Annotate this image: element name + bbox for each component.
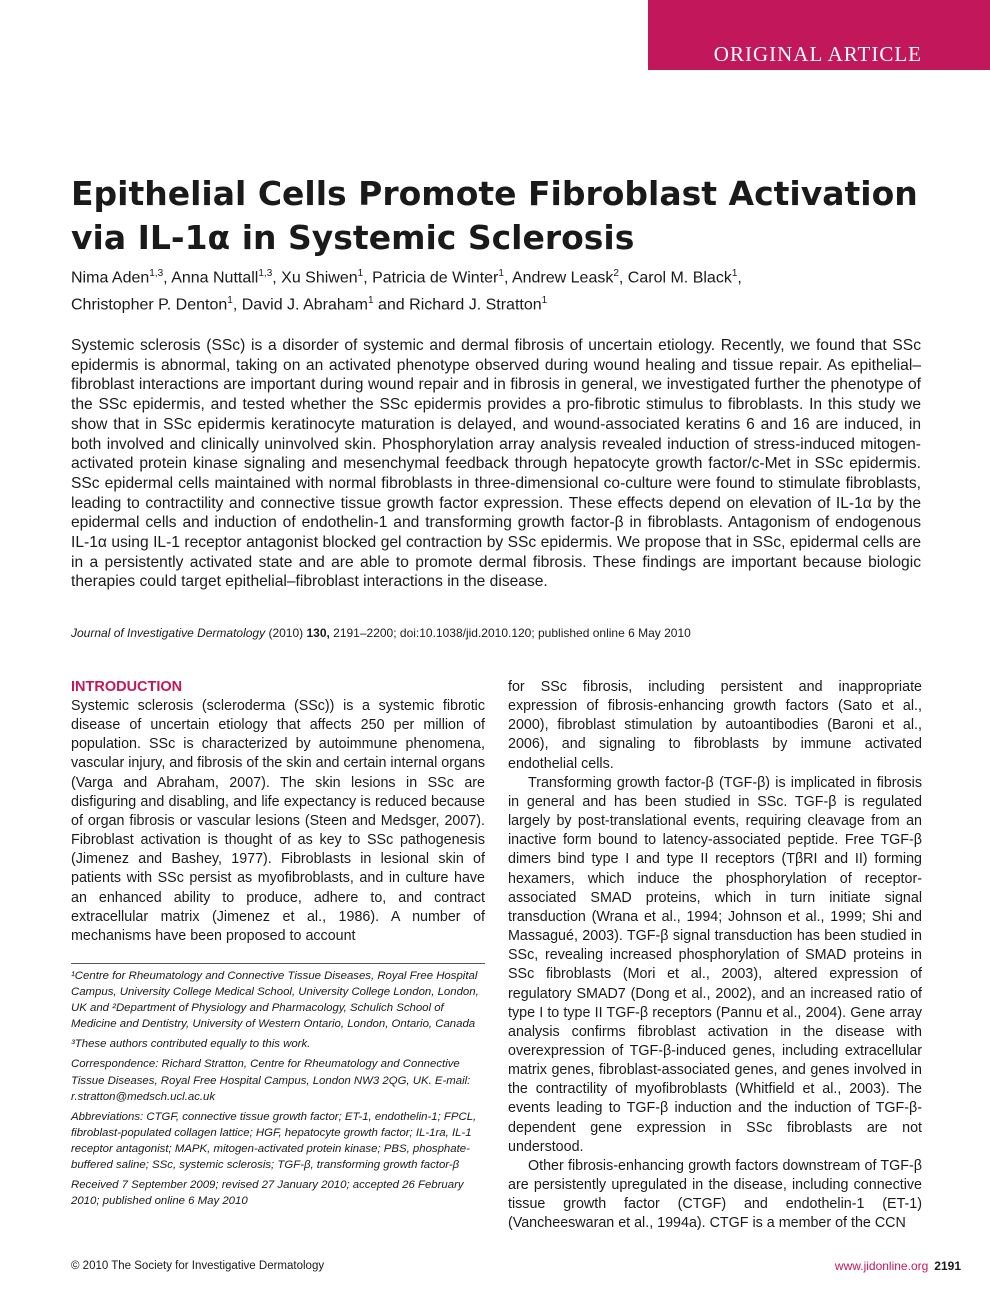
footnotes (71, 968, 485, 1213)
citation-volume: 130, (306, 626, 330, 640)
author-affiliation-marker: 1 (541, 295, 548, 307)
journal-website-link[interactable]: www.jidonline.org (834, 1259, 929, 1273)
author-name: Anna Nuttall (171, 269, 259, 287)
author-affiliation-marker: 1 (731, 268, 738, 279)
author-name: Carol M. Black (627, 269, 732, 287)
footer-right (835, 1259, 961, 1273)
author-name: Christopher P. Denton (71, 296, 228, 314)
copyright-notice: © 2010 The Society for Investigative Dermatology (71, 1260, 325, 1272)
author-affiliation-marker: 1 (498, 268, 504, 279)
journal-name: Journal of Investigative Dermatology (71, 626, 266, 640)
author-separator: , (163, 269, 172, 287)
author-separator: , (363, 269, 373, 287)
author-list (71, 262, 921, 317)
author-name: David J. Abraham (241, 296, 368, 314)
author-separator: , (503, 269, 512, 287)
author-separator: , (618, 269, 628, 287)
section-heading-introduction: INTRODUCTION (71, 679, 183, 695)
citation-line (71, 625, 921, 641)
author-name: Patricia de Winter (372, 269, 499, 287)
author-affiliation-marker: 1,3 (258, 268, 273, 279)
article-type-label: ORIGINAL ARTICLE (713, 42, 922, 66)
title-line-2: via IL-1α in Systemic Sclerosis (71, 218, 635, 257)
right-column (508, 678, 922, 1234)
intro-paragraph-1-continued: for SSc fibrosis, including persistent and inappropriate expression of fibrosis-enhancing growth factors (Sato et al., 2000), fibroblast stimulation by autoantibodies (Baroni et al., 2006), and signaling to fibroblasts by immune activated endothelial cells. (508, 679, 922, 772)
citation-details: 2191–2200; doi:10.1038/jid.2010.120; published online 6 May 2010 (329, 626, 691, 640)
correspondence-footnote: Correspondence: Richard Stratton, Centre for Rheumatology and Connective Tissue Diseases, Royal Free Hospital Campus, London NW3 2QG, UK. E-mail: r.stratton@medsch.ucl.ac.uk (71, 1058, 471, 1103)
title-line-1: Epithelial Cells Promote Fibroblast Activation (71, 174, 918, 213)
abbreviations-footnote: Abbreviations: CTGF, connective tissue growth factor; ET-1, endothelin-1; FPCL, fibroblast-populated collagen lattice; HGF, hepatocyte growth factor; IL-1ra, IL-1 receptor antagonist; MAPK, mitogen-activated protein kinase; PBS, phosphate-buffered saline; SSc, systemic sclerosis; TGF-β, transforming growth factor-β (71, 1110, 477, 1172)
author-name: Xu Shiwen (281, 269, 358, 287)
received-dates-footnote: Received 7 September 2009; revised 27 January 2010; accepted 26 February 2010; published online 6 May 2010 (71, 1179, 464, 1208)
author-affiliation-marker: 1 (357, 268, 364, 279)
abstract: Systemic sclerosis (SSc) is a disorder of systemic and dermal fibrosis of uncertain etiology. Recently, we found that SSc epidermis is abnormal, taking on an activated phenotype observed during wound healing and tissue repair. As epithelial–fibroblast interactions are important during wound repair and in fibrosis in general, we investigated further the phenotype of the SSc epidermis, and tested whether the SSc epidermis provides a pro-fibrotic stimulus to fibroblasts. In this study we show that in SSc epidermis keratinocyte maturation is delayed, and wound-associated keratins 6 and 16 are induced, in both involved and clinically uninvolved skin. Phosphorylation array analysis revealed induction of stress-induced mitogen-activated protein kinase signaling and mesenchymal feedback through hepatocyte growth factor/c-Met in SSc epidermis. SSc epidermal cells maintained with normal fibroblasts in three-dimensional co-culture were found to stimulate fibroblasts, leading to contractility and connective tissue growth factor expression. These effects depend on elevation of IL-1α by the epidermal cells and induction of endothelin-1 and transforming growth factor-β in fibroblasts. Antagonism of endogenous IL-1α using IL-1 receptor antagonist blocked gel contraction by SSc epidermis. We propose that in SSc, epidermal cells are in a persistently activated state and are able to promote dermal fibrosis. These findings are important because biologic therapies could target epithelial–fibroblast interactions in the disease. (71, 337, 921, 591)
citation-year: (2010) (265, 626, 307, 640)
author-name: Andrew Leask (511, 269, 614, 287)
author-affiliation-marker: 1 (227, 295, 233, 307)
equal-contribution-footnote: ³These authors contributed equally to this work. (71, 1038, 311, 1051)
intro-paragraph-1: Systemic sclerosis (scleroderma (SSc)) is a systemic fibrotic disease of uncertain etiology that affects 250 per million of population. SSc is characterized by autoimmune phenomena, vascular injury, and fibrosis of the skin and certain internal organs (Varga and Abraham, 2007). The skin lesions in SSc are disfiguring and disabling, and life expectancy is reduced because of organ fibrosis or vascular lesions (Steen and Medsger, 2007). Fibroblast activation is thought of as key to SSc pathogenesis (Jimenez and Bashey, 1977). Fibroblasts in lesional skin of patients with SSc persist as myofibroblasts, and in culture have an enhanced ability to produce, adhere to, and contract extracellular matrix (Jimenez et al., 1986). A number of mechanisms have been proposed to account (71, 698, 485, 944)
author-name: Nima Aden (71, 269, 150, 287)
author-affiliation-marker: 2 (613, 268, 619, 279)
affiliations-footnote: ¹Centre for Rheumatology and Connective Tissue Diseases, Royal Free Hospital Campus, University College Medical School, University College London, London, UK and ²Department of Physiology and Pharmacology, Schulich School of Medicine and Dentistry, University of Western Ontario, London, Ontario, Canada (71, 970, 479, 1031)
left-column (71, 678, 485, 946)
footnote-divider (71, 963, 485, 964)
page-number: 2191 (934, 1259, 961, 1273)
article-type-banner (648, 0, 990, 70)
author-separator: , (272, 269, 282, 287)
author-name: Richard J. Stratton (409, 296, 542, 314)
intro-paragraph-3: Other fibrosis-enhancing growth factors downstream of TGF-β are persistently upregulated in the disease, including connective tissue growth factor (CTGF) and endothelin-1 (ET-1) (Vancheeswaran et al., 1994a). CTGF is a member of the CCN (508, 1157, 922, 1232)
author-affiliation-marker: 1 (367, 295, 374, 307)
intro-paragraph-2: Transforming growth factor-β (TGF-β) is implicated in fibrosis in general and has been studied in SSc. TGF-β is regulated largely by post-translational events, requiring cleavage from an inactive form bound to latency-associated peptide. Free TGF-β dimers bind type I and type II receptors (TβRI and II) forming hexamers, which induce the phosphorylation of receptor-associated SMAD proteins, which in turn initiate signal transduction (Wrana et al., 1994; Johnson et al., 1999; Shi and Massagué, 2003). TGF-β signal transduction has been studied in SSc, revealing increased phosphorylation of SMAD proteins in SSc fibroblasts (Mori et al., 2003), altered expression of regulatory SMAD7 (Dong et al., 2002), and an increased ratio of type I to type II TGF-β receptors (Pannu et al., 2004). Gene array analysis confirms fibroblast activation in the disease with overexpression of TGF-β-induced genes, including extracellular matrix genes, fibroblast-associated genes, and genes involved in the contractility of myofibroblasts (Whitfield et al., 2003). The events leading to TGF-β induction and the induction of TGF-β-dependent gene expression in SSc fibroblasts are not understood. (508, 774, 922, 1155)
author-separator: , (737, 269, 742, 287)
article-title (71, 172, 931, 260)
author-separator: and (373, 296, 410, 314)
author-separator: , (232, 296, 242, 314)
author-affiliation-marker: 1,3 (149, 268, 164, 279)
